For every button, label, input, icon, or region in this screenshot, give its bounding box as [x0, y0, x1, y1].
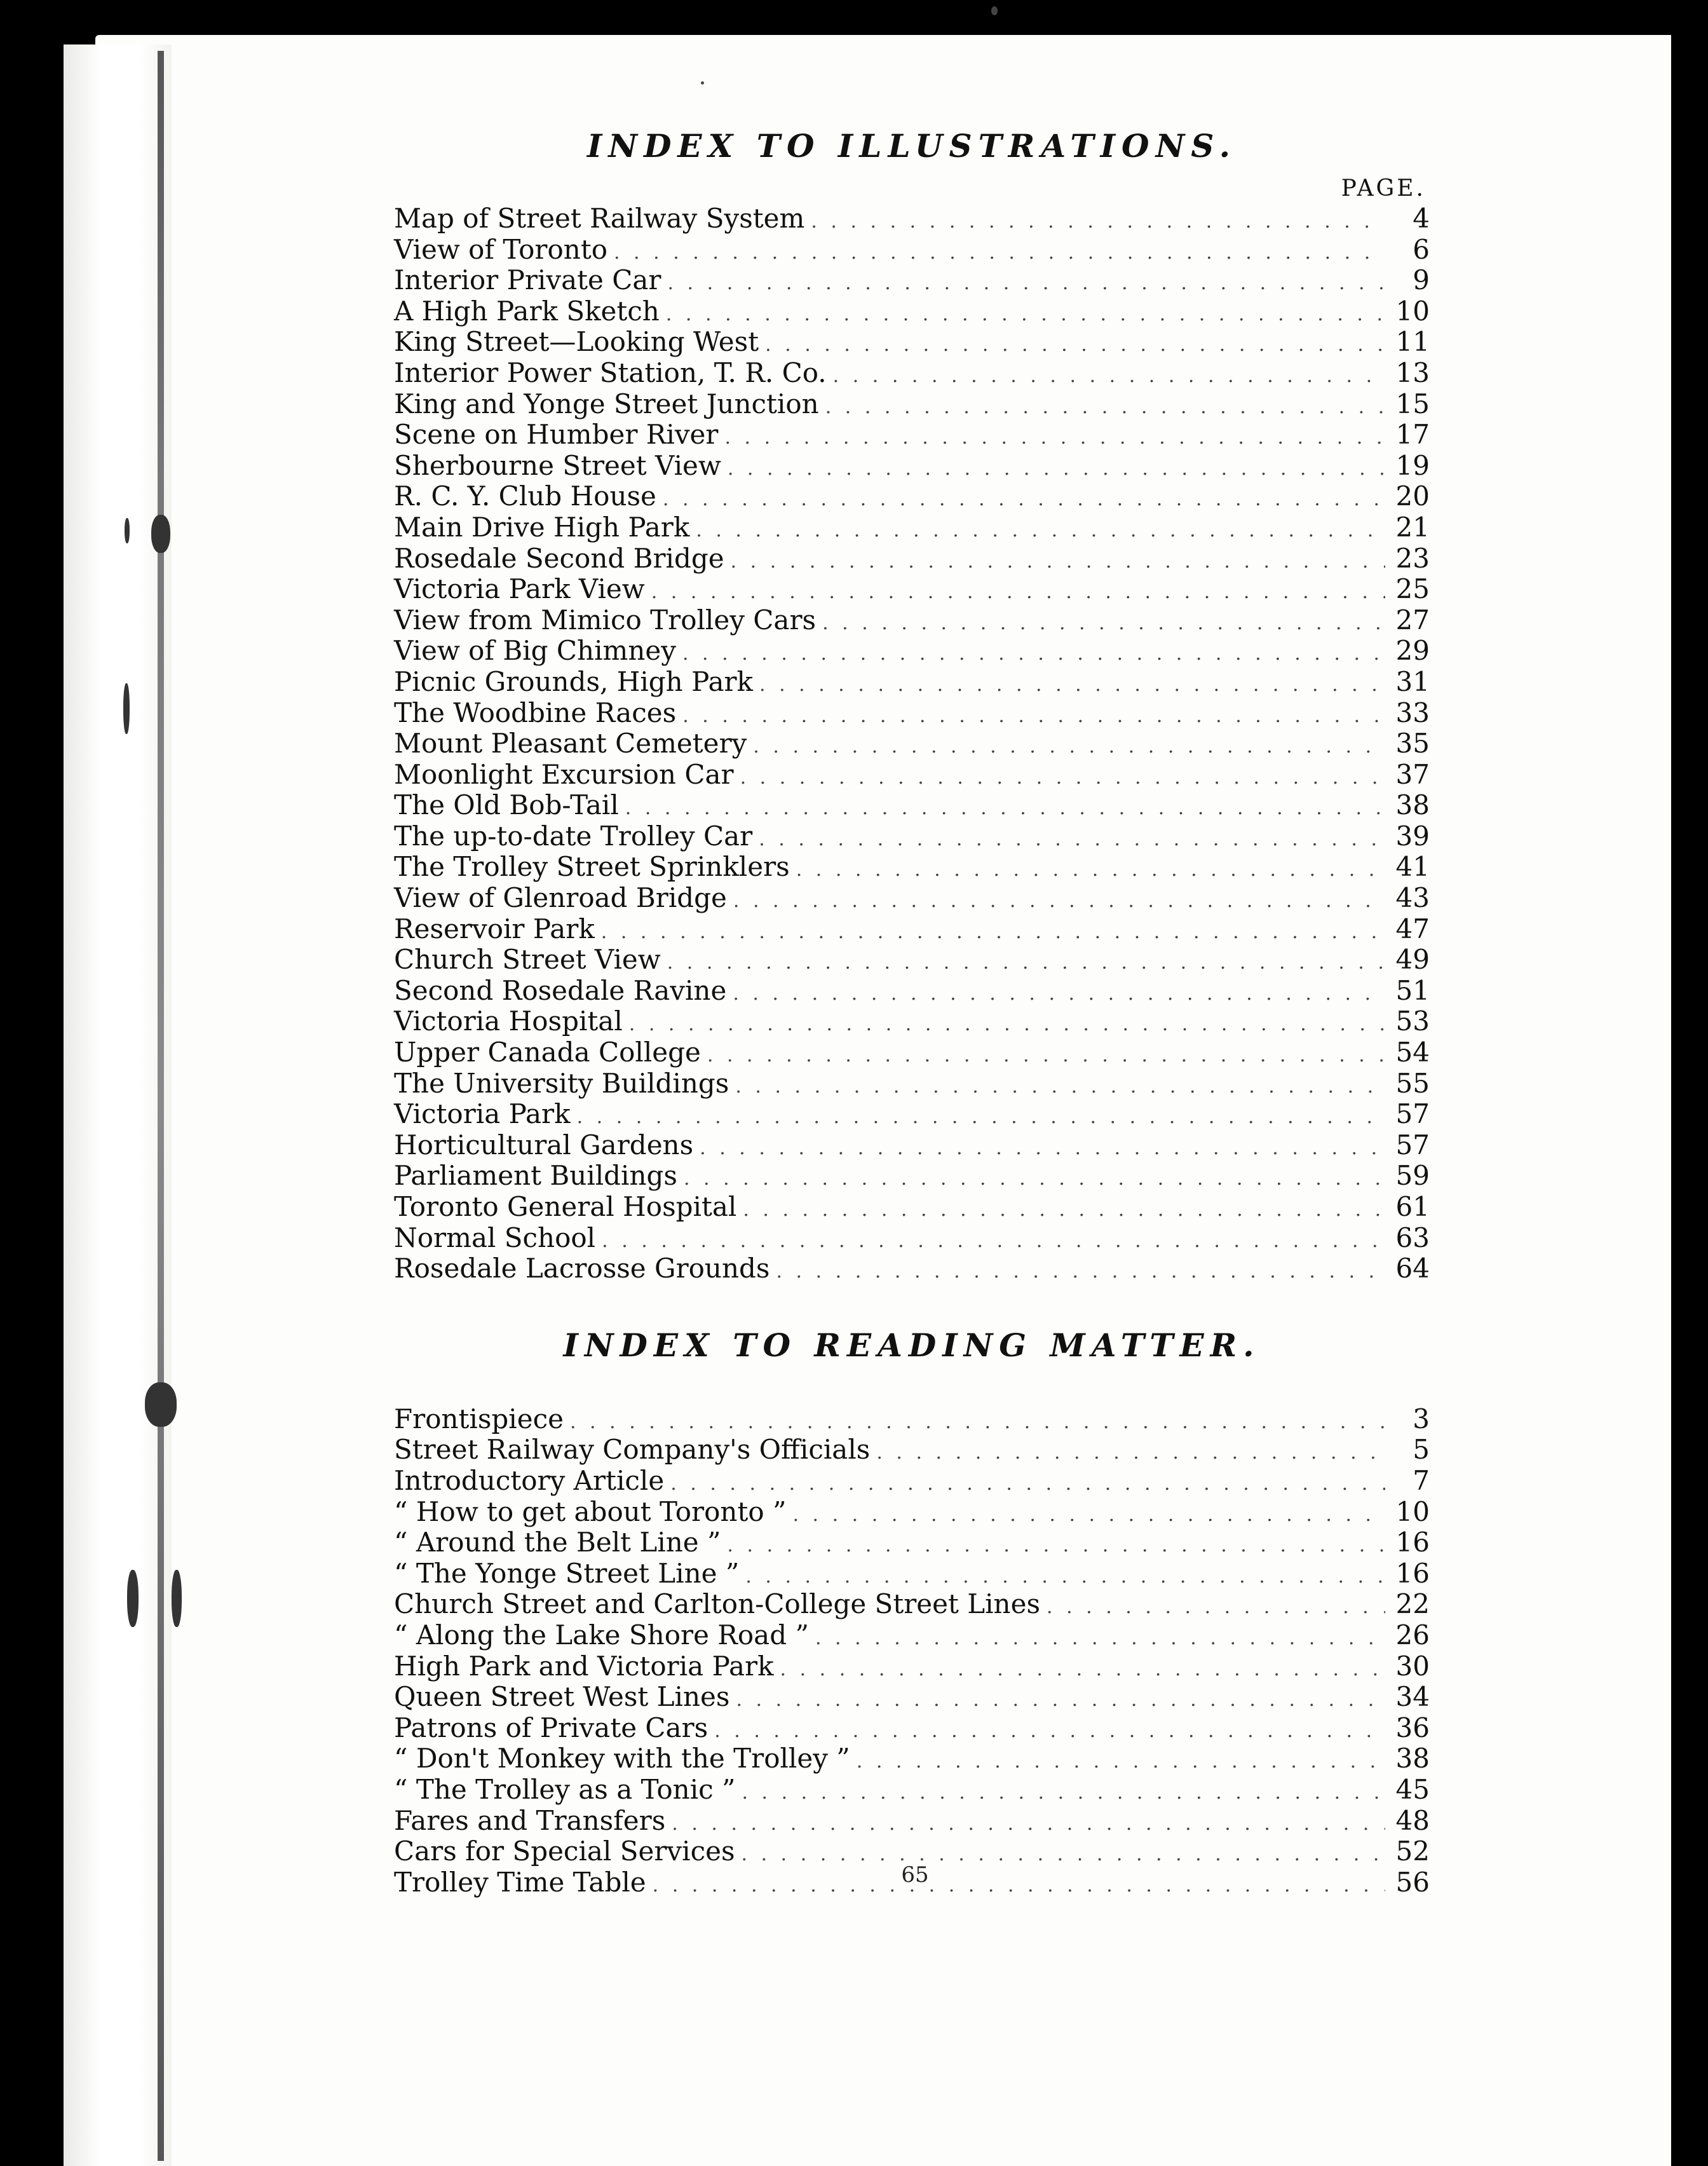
index-entry	[394, 419, 1430, 451]
entry-page-number: 15	[1395, 388, 1430, 419]
illustrations-title: INDEX TO ILLUSTRATIONS.	[586, 127, 1237, 165]
entry-title: The University Buildings	[394, 1067, 729, 1099]
entry-title: Toronto General Hospital	[394, 1191, 737, 1222]
entry-page-number: 56	[1395, 1866, 1430, 1898]
entry-title: Scene on Humber River	[394, 419, 719, 451]
entry-page-number: 37	[1395, 758, 1430, 790]
entry-page-number: 31	[1395, 665, 1430, 697]
entry-page-number: 49	[1395, 944, 1430, 976]
entry-title: “ Along the Lake Shore Road ”	[394, 1619, 809, 1651]
index-entry	[394, 1743, 1430, 1774]
dot-leader	[663, 484, 1385, 515]
entry-title: Main Drive High Park	[394, 511, 690, 543]
entry-page-number: 51	[1395, 974, 1430, 1006]
entry-page-number: 41	[1395, 851, 1430, 883]
entry-title: R. C. Y. Club House	[394, 480, 656, 512]
index-entry	[394, 1466, 1430, 1497]
entry-title: “ How to get about Toronto ”	[394, 1495, 787, 1527]
dot-leader	[796, 855, 1385, 886]
entry-page-number: 36	[1395, 1712, 1430, 1743]
dot-leader	[1047, 1592, 1385, 1623]
entry-title: The Woodbine Races	[394, 697, 677, 728]
index-entry	[394, 944, 1430, 976]
entry-title: Frontispiece	[394, 1403, 564, 1434]
dot-leader	[653, 1870, 1385, 1902]
entry-page-number: 16	[1395, 1557, 1430, 1589]
dot-leader	[742, 1778, 1385, 1809]
dot-leader	[667, 948, 1385, 979]
index-entry	[394, 698, 1430, 729]
entry-title: Horticultural Gardens	[394, 1129, 694, 1161]
binding-mark	[123, 683, 130, 734]
dot-leader	[728, 454, 1385, 485]
entry-title: The up-to-date Trolley Car	[394, 820, 753, 852]
index-entry	[394, 1161, 1430, 1192]
entry-title: View from Mimico Trolley Cars	[394, 604, 817, 636]
entry-page-number: 10	[1395, 1495, 1430, 1527]
index-entry	[394, 389, 1430, 420]
index-entry	[394, 1404, 1430, 1435]
page-number: 65	[901, 1862, 929, 1888]
dot-leader	[815, 1623, 1385, 1654]
dot-leader	[780, 1654, 1385, 1686]
index-entry	[394, 203, 1430, 235]
dot-leader	[577, 1102, 1385, 1133]
entry-page-number: 19	[1395, 449, 1430, 481]
entry-page-number: 55	[1395, 1067, 1430, 1099]
index-entry	[394, 1682, 1430, 1713]
dot-leader	[682, 701, 1385, 732]
index-entry	[394, 1099, 1430, 1130]
dot-leader	[833, 361, 1385, 392]
entry-page-number: 52	[1395, 1836, 1430, 1867]
index-entry	[394, 1713, 1430, 1744]
index-entry	[394, 1130, 1430, 1161]
index-entry	[394, 235, 1430, 266]
entry-page-number: 26	[1395, 1619, 1430, 1651]
entry-page-number: 16	[1395, 1527, 1430, 1558]
dot-leader	[736, 1685, 1385, 1716]
index-entry	[394, 265, 1430, 296]
index-entry	[394, 1651, 1430, 1682]
entry-title: Victoria Park	[394, 1098, 571, 1130]
dot-leader	[602, 1226, 1385, 1257]
dot-leader	[667, 268, 1385, 299]
index-entry	[394, 1037, 1430, 1068]
index-entry	[394, 481, 1430, 512]
dot-leader	[733, 979, 1385, 1010]
index-entry	[394, 543, 1430, 575]
entry-title: Rosedale Lacrosse Grounds	[394, 1253, 770, 1284]
entry-page-number: 48	[1395, 1804, 1430, 1836]
index-content	[394, 127, 1430, 1898]
entry-title: Queen Street West Lines	[394, 1681, 730, 1713]
dot-leader	[629, 1009, 1385, 1040]
index-entry	[394, 790, 1430, 821]
entry-page-number: 53	[1395, 1005, 1430, 1037]
entry-title: Rosedale Second Bridge	[394, 542, 724, 574]
entry-title: Introductory Article	[394, 1464, 665, 1496]
entry-page-number: 23	[1395, 542, 1430, 574]
entry-page-number: 34	[1395, 1681, 1430, 1713]
entry-page-number: 63	[1395, 1222, 1430, 1253]
dot-leader	[822, 608, 1385, 639]
entry-page-number: 17	[1395, 419, 1430, 451]
entry-title: “ The Yonge Street Line ”	[394, 1557, 740, 1589]
dot-leader	[743, 1195, 1385, 1226]
index-entry	[394, 358, 1430, 389]
entry-page-number: 22	[1395, 1588, 1430, 1620]
dot-leader	[707, 1040, 1385, 1072]
index-entry	[394, 1806, 1430, 1837]
entry-title: King Street—Looking West	[394, 326, 759, 358]
entry-title: Second Rosedale Ravine	[394, 974, 727, 1006]
index-entry	[394, 1223, 1430, 1254]
index-entry	[394, 759, 1430, 791]
dot-leader	[684, 1164, 1385, 1195]
index-entry	[394, 1192, 1430, 1223]
entry-page-number: 5	[1413, 1434, 1430, 1466]
entry-page-number: 6	[1413, 233, 1430, 265]
entry-page-number: 30	[1395, 1650, 1430, 1682]
entry-title: The Trolley Street Sprinklers	[394, 851, 790, 883]
dot-leader	[765, 330, 1385, 361]
binding-mark	[125, 518, 130, 543]
index-entry	[394, 1774, 1430, 1806]
entry-title: Interior Private Car	[394, 264, 661, 296]
index-entry	[394, 512, 1430, 543]
dot-leader	[740, 763, 1385, 794]
binding-mark	[151, 515, 170, 553]
entry-title: Church Street View	[394, 944, 661, 976]
entry-title: Parliament Buildings	[394, 1160, 677, 1192]
index-entry	[394, 574, 1430, 605]
index-entry	[394, 852, 1430, 883]
scan-speck	[991, 6, 998, 15]
binding-mark	[145, 1382, 177, 1427]
index-entry	[394, 728, 1430, 759]
dot-leader	[700, 1133, 1385, 1164]
reading-matter-list	[394, 1404, 1430, 1898]
entry-page-number: 9	[1413, 264, 1430, 296]
entry-page-number: 35	[1395, 728, 1430, 759]
entry-page-number: 57	[1395, 1129, 1430, 1161]
entry-page-number: 54	[1395, 1037, 1430, 1068]
dot-leader	[625, 793, 1385, 824]
dot-leader	[811, 207, 1385, 238]
entry-title: Interior Power Station, T. R. Co.	[394, 357, 827, 388]
entry-page-number: 3	[1413, 1403, 1430, 1434]
entry-title: Victoria Hospital	[394, 1005, 623, 1037]
entry-page-number: 38	[1395, 789, 1430, 821]
dot-leader	[727, 1530, 1385, 1562]
index-entry	[394, 1253, 1430, 1284]
dot-leader	[745, 1562, 1385, 1593]
index-entry	[394, 1497, 1430, 1528]
dot-leader	[825, 392, 1385, 423]
dot-leader	[682, 639, 1385, 670]
illustrations-list	[394, 203, 1430, 1284]
gutter-edge	[158, 51, 164, 2161]
entry-page-number: 13	[1395, 357, 1430, 388]
entry-page-number: 38	[1395, 1743, 1430, 1774]
dot-leader	[857, 1747, 1385, 1778]
dot-leader	[724, 423, 1385, 454]
index-entry	[394, 821, 1430, 852]
index-entry	[394, 914, 1430, 945]
entry-title: Mount Pleasant Cemetery	[394, 728, 747, 759]
dot-leader	[672, 1809, 1385, 1840]
entry-page-number: 4	[1413, 203, 1430, 234]
dot-leader	[759, 824, 1385, 855]
dot-leader	[733, 886, 1385, 917]
entry-page-number: 11	[1395, 326, 1430, 358]
entry-title: Moonlight Excursion Car	[394, 758, 734, 790]
entry-page-number: 20	[1395, 480, 1430, 512]
entry-title: Street Railway Company's Officials	[394, 1434, 871, 1466]
entry-title: Reservoir Park	[394, 913, 595, 944]
dot-leader	[651, 577, 1385, 608]
entry-title: “ The Trolley as a Tonic ”	[394, 1773, 736, 1805]
entry-page-number: 59	[1395, 1160, 1430, 1192]
dot-leader	[759, 670, 1385, 701]
entry-title: “ Around the Belt Line ”	[394, 1527, 721, 1558]
index-entry	[394, 667, 1430, 698]
entry-title: Cars for Special Services	[394, 1836, 735, 1867]
dot-leader	[753, 732, 1385, 763]
dot-leader	[742, 1839, 1385, 1870]
entry-page-number: 21	[1395, 511, 1430, 543]
entry-title: Trolley Time Table	[394, 1866, 646, 1898]
entry-title: View of Big Chimney	[394, 635, 676, 667]
binding-mark	[172, 1570, 182, 1627]
index-entry	[394, 327, 1430, 358]
dot-leader	[731, 547, 1385, 578]
dot-leader	[601, 917, 1385, 948]
entry-title: Upper Canada College	[394, 1037, 701, 1068]
entry-page-number: 64	[1395, 1253, 1430, 1284]
index-entry	[394, 296, 1430, 327]
entry-page-number: 61	[1395, 1191, 1430, 1222]
entry-title: “ Don't Monkey with the Trolley ”	[394, 1743, 850, 1774]
index-entry	[394, 1434, 1430, 1466]
entry-page-number: 27	[1395, 604, 1430, 636]
dot-leader	[666, 299, 1385, 330]
entry-page-number: 57	[1395, 1098, 1430, 1130]
entry-title: View of Toronto	[394, 233, 607, 265]
entry-title: Patrons of Private Cars	[394, 1712, 708, 1743]
entry-title: Normal School	[394, 1222, 596, 1253]
entry-title: Picnic Grounds, High Park	[394, 665, 754, 697]
entry-title: Map of Street Railway System	[394, 203, 805, 234]
reading-matter-title: INDEX TO READING MATTER.	[563, 1326, 1261, 1364]
scan-speck	[701, 81, 704, 85]
entry-page-number: 7	[1413, 1464, 1430, 1496]
dot-leader	[792, 1500, 1385, 1531]
entry-title: The Old Bob-Tail	[394, 789, 619, 821]
dot-leader	[670, 1469, 1385, 1500]
entry-title: Victoria Park View	[394, 573, 645, 605]
index-entry	[394, 605, 1430, 636]
index-entry	[394, 1558, 1430, 1590]
entry-title: View of Glenroad Bridge	[394, 882, 727, 914]
entry-page-number: 39	[1395, 820, 1430, 852]
entry-page-number: 25	[1395, 573, 1430, 605]
index-entry	[394, 1527, 1430, 1558]
entry-title: High Park and Victoria Park	[394, 1650, 774, 1682]
dot-leader	[776, 1257, 1385, 1288]
entry-title: A High Park Sketch	[394, 295, 660, 327]
dot-leader	[876, 1438, 1385, 1469]
index-entry	[394, 451, 1430, 482]
dot-leader	[570, 1407, 1385, 1438]
entry-title: Sherbourne Street View	[394, 449, 721, 481]
dot-leader	[696, 515, 1385, 547]
index-entry	[394, 976, 1430, 1007]
index-entry	[394, 1589, 1430, 1620]
entry-page-number: 43	[1395, 882, 1430, 914]
index-entry	[394, 883, 1430, 914]
index-entry	[394, 636, 1430, 667]
dot-leader	[614, 238, 1385, 269]
binding-mark	[127, 1570, 139, 1627]
entry-page-number: 10	[1395, 295, 1430, 327]
entry-title: Fares and Transfers	[394, 1804, 666, 1836]
dot-leader	[714, 1716, 1385, 1747]
dot-leader	[735, 1072, 1385, 1103]
index-entry	[394, 1006, 1430, 1037]
entry-page-number: 45	[1395, 1773, 1430, 1805]
index-entry	[394, 1068, 1430, 1100]
entry-title: Church Street and Carlton-College Street Lines	[394, 1588, 1041, 1620]
entry-page-number: 47	[1395, 913, 1430, 944]
entry-title: King and Yonge Street Junction	[394, 388, 819, 419]
index-entry	[394, 1620, 1430, 1651]
book-gutter	[64, 44, 172, 2166]
entry-page-number: 29	[1395, 635, 1430, 667]
page-column-header: PAGE.	[1341, 175, 1426, 201]
entry-page-number: 33	[1395, 697, 1430, 728]
